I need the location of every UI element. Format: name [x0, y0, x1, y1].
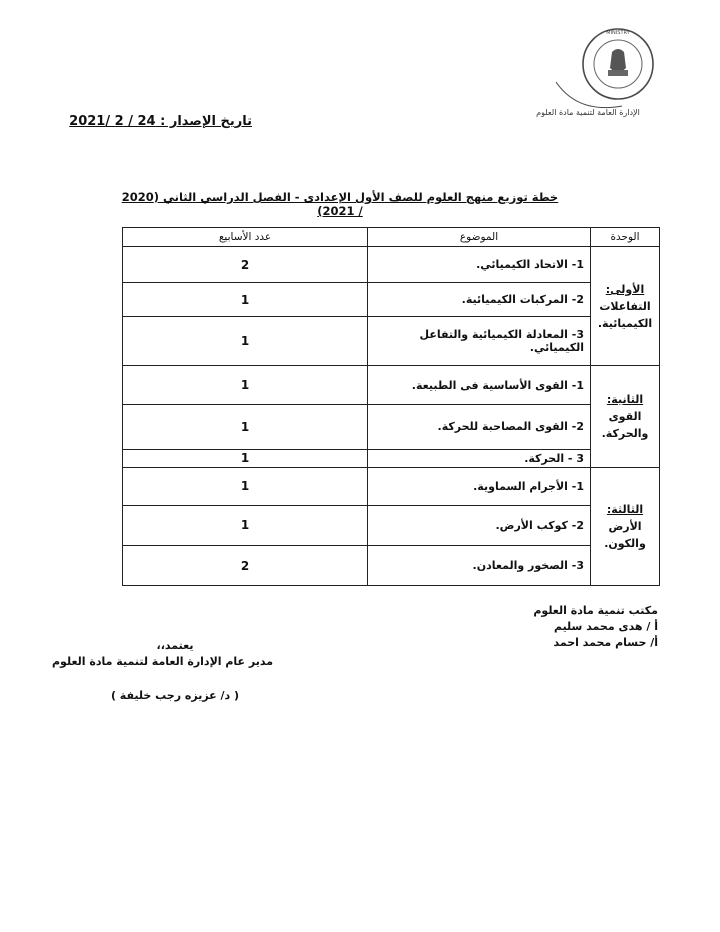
office-block — [470, 603, 658, 651]
approval-role: مدير عام الإدارة العامة لتنمية مادة العلوم — [52, 655, 274, 668]
topic-cell: 2- القوى المصاحبة للحركة. — [368, 404, 591, 449]
weeks-cell: 1 — [123, 366, 368, 405]
table-row — [123, 247, 660, 283]
header-unit: الوحدة — [591, 228, 660, 247]
unit-cell — [591, 467, 660, 585]
unit-subtitle: الأرض والكون. — [604, 519, 646, 550]
unit-cell — [591, 247, 660, 366]
table-row — [123, 317, 660, 366]
unit-name: الثالثة: — [606, 502, 644, 516]
topic-cell: 1- الأجرام السماوية. — [368, 467, 591, 505]
office-member: أ / هدى محمد سليم — [553, 620, 658, 633]
unit-name: الثانية: — [606, 393, 644, 407]
unit-cell — [591, 366, 660, 468]
topic-cell: 3 - الحركة. — [368, 449, 591, 467]
approval-signatory: ( د/ عزيزه رجب خليفة ) — [110, 689, 240, 702]
topic-cell: 1- الاتحاد الكيميائي. — [368, 247, 591, 283]
table-row — [123, 467, 660, 505]
ministry-seal-logo — [536, 22, 658, 122]
office-heading: مكتب تنمية مادة العلوم — [533, 604, 658, 617]
table-row — [123, 282, 660, 317]
header-weeks: عدد الأسابيع — [123, 228, 368, 247]
weeks-cell: 1 — [123, 317, 368, 366]
topic-cell: 2- المركبات الكيميائية. — [368, 282, 591, 317]
approval-block — [52, 638, 298, 704]
topic-cell: 3- المعادلة الكيميائية والتفاعل الكيميائي. — [368, 317, 591, 366]
topic-cell: 1- القوى الأساسية فى الطبيعة. — [368, 366, 591, 405]
header-topic: الموضوع — [368, 228, 591, 247]
topic-cell: 3- الصخور والمعادن. — [368, 546, 591, 586]
office-member: أ/ حسام محمد احمد — [553, 636, 658, 649]
approval-label: يعتمد،، — [156, 639, 194, 652]
document-title: خطة توزيع منهج العلوم للصف الأول الإعدادى - الفصل الدراسي الثاني (2020 / 2021) — [121, 190, 559, 218]
unit-subtitle: التفاعلات الكيميائية. — [597, 299, 653, 330]
table-header-row — [123, 228, 660, 247]
weeks-cell: 2 — [123, 546, 368, 586]
weeks-cell: 1 — [123, 449, 368, 467]
issue-date: تاريخ الإصدار : 24 / 2 /2021 — [69, 114, 252, 129]
table-row — [123, 449, 660, 467]
weeks-cell: 1 — [123, 467, 368, 505]
svg-text:MINISTRY: MINISTRY — [606, 30, 630, 36]
table-row — [123, 546, 660, 586]
topic-cell: 2- كوكب الأرض. — [368, 505, 591, 546]
curriculum-table — [122, 227, 660, 586]
svg-text:الإدارة العامة لتنمية مادة الع: الإدارة العامة لتنمية مادة العلوم — [536, 108, 640, 117]
weeks-cell: 2 — [123, 247, 368, 283]
weeks-cell: 1 — [123, 282, 368, 317]
weeks-cell: 1 — [123, 505, 368, 546]
weeks-cell: 1 — [123, 404, 368, 449]
table-row — [123, 505, 660, 546]
table-row — [123, 404, 660, 449]
unit-subtitle: القوى والحركة. — [601, 410, 649, 441]
table-row — [123, 366, 660, 405]
unit-name: الأولى: — [605, 282, 645, 296]
